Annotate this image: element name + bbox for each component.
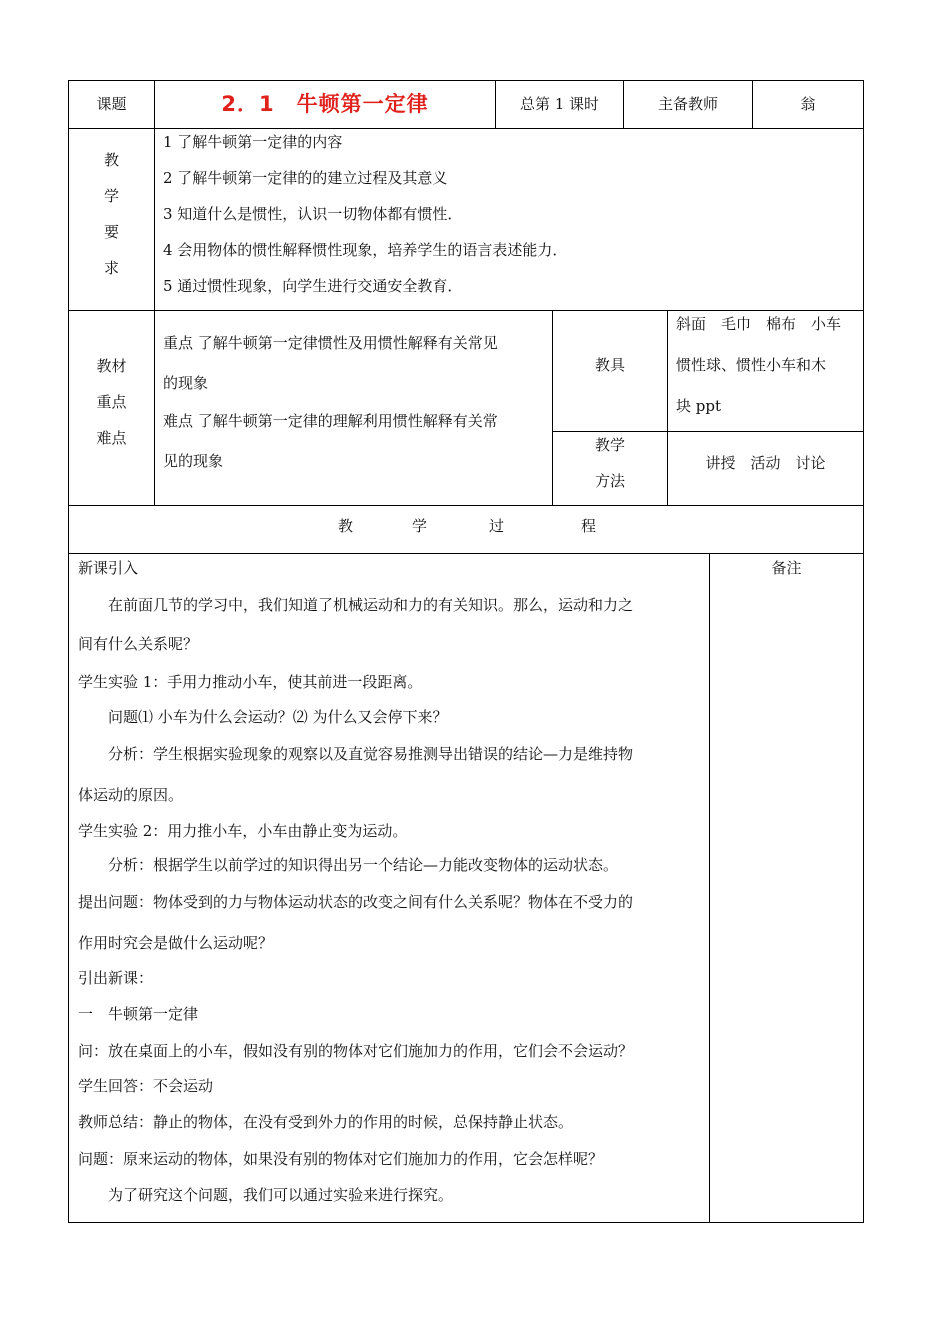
process-line: 在前面几节的学习中，我们知道了机械运动和力的有关知识。那么，运动和力之	[78, 596, 634, 614]
tools-line: 斜面 毛巾 棉布 小车	[676, 315, 842, 333]
process-heading-char: 程	[581, 517, 597, 535]
process-line: 体运动的原因。	[78, 786, 184, 804]
process-line: 学生实验 2：用力推小车，小车由静止变为运动。	[78, 822, 408, 840]
method-label-line: 教学	[594, 436, 625, 454]
process-line: 学生回答：不会运动	[78, 1077, 214, 1095]
key-points-label-line: 重点	[96, 393, 127, 411]
requirement-item: 2 了解牛顿第一定律的的建立过程及其意义	[163, 169, 448, 187]
key-points-line: 重点 了解牛顿第一定律惯性及用惯性解释有关常见	[163, 334, 498, 352]
process-line: 作用时究会是做什么运动呢？	[78, 934, 274, 952]
process-heading-char: 教	[338, 517, 354, 535]
process-line: 为了研究这个问题，我们可以通过实验来进行探究。	[78, 1186, 454, 1204]
requirements-label-char: 教	[103, 151, 119, 169]
process-line: 一 牛顿第一定律	[78, 1005, 199, 1023]
process-line: 分析：学生根据实验现象的观察以及直觉容易推测导出错误的结论—力是维持物	[78, 745, 634, 763]
process-heading-char: 过	[489, 517, 505, 535]
method-value: 讲授 活动 讨论	[705, 454, 826, 472]
process-line: 提出问题：物体受到的力与物体运动状态的改变之间有什么关系呢？物体在不受力的	[78, 893, 634, 911]
process-line: 问题：原来运动的物体，如果没有别的物体对它们施加力的作用，它会怎样呢？	[78, 1150, 604, 1168]
total-period: 总第 1 课时	[519, 95, 600, 113]
lesson-title: 2．1 牛顿第一定律	[221, 92, 429, 116]
process-line: 新课引入	[78, 559, 139, 577]
process-line: 问：放在桌面上的小车，假如没有别的物体对它们施加力的作用，它们会不会运动？	[78, 1042, 634, 1060]
teacher-name: 翁	[800, 95, 816, 113]
requirements-label-char: 要	[103, 223, 119, 241]
process-line: 学生实验 1：手用力推动小车，使其前进一段距离。	[78, 673, 423, 691]
process-line: 引出新课：	[78, 969, 154, 987]
process-line: 分析：根据学生以前学过的知识得出另一个结论—力能改变物体的运动状态。	[78, 856, 619, 874]
requirement-item: 1 了解牛顿第一定律的内容	[163, 133, 343, 151]
process-line: 教师总结：静止的物体，在没有受到外力的作用的时候，总保持静止状态。	[78, 1113, 574, 1131]
tools-line: 块 ppt	[676, 397, 722, 415]
tools-label: 教具	[594, 356, 625, 374]
tools-line: 惯性球、惯性小车和木	[676, 356, 827, 374]
requirement-item: 5 通过惯性现象，向学生进行交通安全教育．	[163, 277, 463, 295]
requirements-label-char: 求	[103, 259, 119, 277]
teacher-label: 主备教师	[657, 95, 718, 113]
process-heading-char: 学	[412, 517, 428, 535]
requirement-item: 3 知道什么是惯性，认识一切物体都有惯性．	[163, 205, 463, 223]
key-points-label-line: 难点	[96, 429, 127, 447]
remarks-label: 备注	[771, 559, 802, 577]
key-points-line: 难点 了解牛顿第一定律的理解利用惯性解释有关常	[163, 412, 498, 430]
key-points-line: 的现象	[163, 374, 209, 392]
requirements-label-char: 学	[103, 187, 119, 205]
topic-label: 课题	[96, 95, 127, 113]
method-label-line: 方法	[594, 472, 625, 490]
key-points-line: 见的现象	[163, 452, 224, 470]
process-line: 间有什么关系呢？	[78, 635, 199, 653]
requirement-item: 4 会用物体的惯性解释惯性现象，培养学生的语言表述能力．	[163, 241, 568, 259]
process-line: 问题⑴ 小车为什么会运动？⑵ 为什么又会停下来？	[78, 708, 448, 726]
key-points-label-line: 教材	[96, 357, 127, 375]
